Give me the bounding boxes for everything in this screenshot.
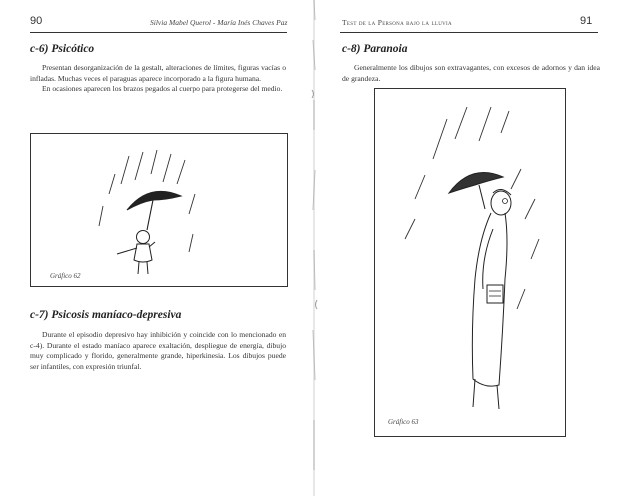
header-rule-right <box>340 32 598 33</box>
figure-63-frame <box>374 88 566 437</box>
section-body-c7 <box>30 330 286 372</box>
paragraph-c6-1: Presentan desorganización de la gestalt, alteraciones de límites, figuras vacías o infladas. Muchas veces el paraguas aparece incorporado a la figura humana. <box>30 63 286 83</box>
paragraph-c7: Durante el episodio depresivo hay inhibición y coincide con lo mencionado en c-4). Durante el estado maníaco aparece exaltación, despliegue de energía, dibujo muy complicado y florido, generalmente grande, hiperkinesia. Los dibujos puede ser infantiles, con expresión triunfal. <box>30 330 286 371</box>
figure-63-caption: Gráfico 63 <box>388 418 419 426</box>
section-title-c8: c-8) Paranoia <box>342 43 408 55</box>
left-page <box>0 0 318 496</box>
figure-62-caption: Gráfico 62 <box>50 272 81 280</box>
section-title-c7: c-7) Psicosis maníaco-depresiva <box>30 309 182 321</box>
running-header-left: Silvia Mabel Querol - María Inés Chaves Paz <box>150 18 288 27</box>
figure-62-frame <box>30 133 288 287</box>
page-number-left: 90 <box>30 15 43 27</box>
running-header-right: Test de la Persona bajo la lluvia <box>342 18 452 27</box>
header-rule-left <box>30 32 287 33</box>
page-number-right: 91 <box>580 15 593 27</box>
right-page <box>318 0 638 496</box>
section-title-c6: c-6) Psicótico <box>30 43 95 55</box>
paragraph-c8: Generalmente los dibujos son extravagantes, con excesos de adornos y dan idea de grandeza. <box>342 63 600 83</box>
section-body-c6 <box>30 63 286 95</box>
paragraph-c6-2: En ocasiones aparecen los brazos pegados al cuerpo para protegerse del medio. <box>42 84 283 94</box>
section-body-c8 <box>342 63 600 84</box>
paranoia-figure-drawing <box>375 89 565 436</box>
umbrella-figure-drawing <box>31 134 287 286</box>
